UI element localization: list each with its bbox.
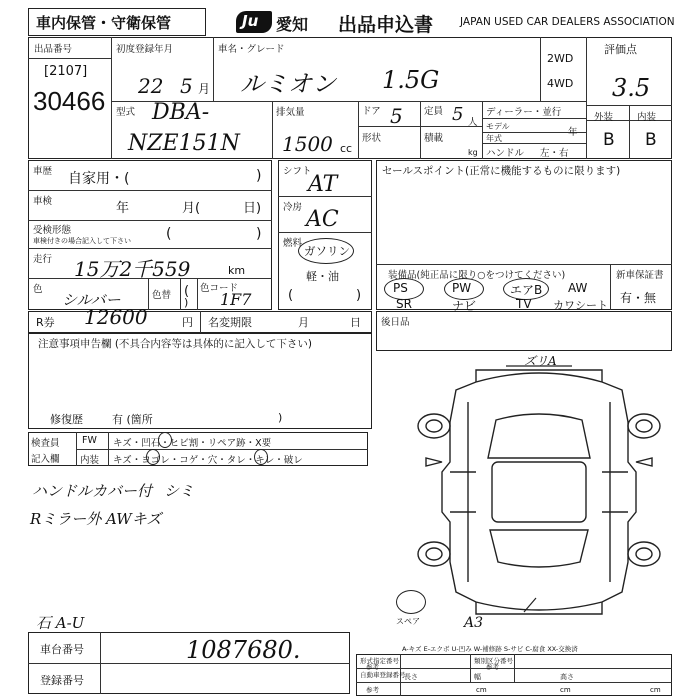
recycle-unit: 円 <box>182 316 193 329</box>
capacity-unit: 人 <box>468 117 478 128</box>
load-unit: kg <box>468 148 478 157</box>
interior-label: 内装 <box>637 112 657 123</box>
color-change-close: ) <box>184 296 189 309</box>
handle-label: ハンドル <box>486 148 525 159</box>
ac-value: AC <box>306 207 339 232</box>
inspection-label: 車検 <box>33 196 53 207</box>
spec-ref-3: 参考 <box>366 686 379 694</box>
rear-items-label: 後日品 <box>381 317 410 328</box>
reg-number-label: 登録番号 <box>40 674 84 687</box>
shape-label: 形状 <box>362 133 382 144</box>
spec-type-label: 類別区分番号 <box>474 657 513 665</box>
ac-label: 冷房 <box>283 202 303 213</box>
spec-cm-3: cm <box>650 686 661 694</box>
checker-fw-items: キズ・凹石・ヒビ割・リペア跡・X要 <box>113 438 272 449</box>
new-warranty-label: 新車保証書 <box>616 270 664 281</box>
spec-height: 高さ <box>560 673 574 681</box>
equip-tv: TV <box>516 297 532 311</box>
inspection-day: 日) <box>243 201 262 216</box>
load-label: 積載 <box>424 133 444 144</box>
equip-aw: AW <box>568 281 588 295</box>
handwritten-line-1: ハンドルカバー付 <box>32 482 153 500</box>
displacement-label: 排気量 <box>276 107 305 118</box>
interior-mark-circle-2 <box>254 449 268 465</box>
fuel-close: ) <box>356 288 362 303</box>
fuel-gasoline: ガソリン <box>304 244 350 258</box>
first-registration-month: 5 <box>180 74 193 98</box>
first-registration-label: 初度登録年月 <box>116 44 174 55</box>
reception-label: 受検形態 <box>33 225 72 236</box>
doors-value: 5 <box>390 104 403 128</box>
car-grade-value: 1.5G <box>382 66 440 94</box>
reception-open: ( <box>166 226 172 242</box>
sheet-title: 車内保管・守衛保管 <box>36 14 172 32</box>
org-name: 愛知 <box>276 15 309 34</box>
name-change-month: 月 <box>298 316 309 329</box>
name-change-day: 日 <box>350 316 361 329</box>
equip-ps: PS <box>393 281 408 295</box>
model-code: NZE151N <box>128 131 240 156</box>
notes-label: 注意事項申告欄 (不具合内容等は具体的に記入して下さい) <box>38 338 313 350</box>
doors-label: ドア <box>362 106 381 117</box>
displacement-unit: cc <box>340 142 353 155</box>
history-close: ) <box>256 168 262 184</box>
color-change-label: 色替 <box>152 290 172 301</box>
model-prefix: DBA- <box>152 100 210 125</box>
spec-reg-cert-label: 自動車登録番号 <box>360 671 406 679</box>
color-change-open: ( <box>184 284 190 299</box>
interior-grade: B <box>645 130 657 150</box>
car-damage-diagram <box>416 362 662 620</box>
dealer-year-unit: 年 <box>568 127 578 138</box>
shift-value: AT <box>308 172 338 197</box>
capacity-label: 定員 <box>424 106 444 117</box>
name-change-label: 名変期限 <box>208 316 252 329</box>
dealer-label: ディーラー・並行 <box>486 107 562 118</box>
lot-label: 出品番号 <box>34 44 73 55</box>
chassis-value: 1087680. <box>186 636 301 664</box>
diagram-note-bottom: A3 <box>464 615 484 631</box>
capacity-value: 5 <box>452 104 464 125</box>
spare-label: スペア <box>396 617 420 626</box>
mileage-unit: km <box>228 264 246 277</box>
reception-close: ) <box>256 226 262 242</box>
repair-value: 有 (箇所 <box>112 413 153 426</box>
lot-bracket: [2107] <box>44 64 88 79</box>
equip-navi: ナビ <box>452 299 477 313</box>
equip-pw: PW <box>452 281 472 295</box>
fuel-open: ( <box>288 288 294 303</box>
exterior-label: 外装 <box>594 112 614 123</box>
handwritten-bottom-note: 石 A-U <box>36 614 85 632</box>
first-registration-month-unit: 月 <box>198 82 211 96</box>
first-registration-year: 22 <box>138 74 164 98</box>
top-info-block <box>28 37 672 159</box>
ju-logo-text: Ju <box>242 12 259 30</box>
diagram-note-top: ズリA <box>524 354 557 368</box>
exterior-grade: B <box>603 130 615 150</box>
spec-width: 幅 <box>474 673 481 681</box>
checker-label-2: 記入欄 <box>31 454 60 465</box>
lot-number: 30466 <box>33 86 106 116</box>
recycle-label: R券 <box>36 316 55 329</box>
color-label: 色 <box>33 284 43 295</box>
history-label: 車歴 <box>33 166 53 177</box>
shift-label: シフト <box>283 166 312 177</box>
repair-close: ) <box>278 411 283 424</box>
spec-cm-1: cm <box>476 686 487 694</box>
checker-interior-items: キズ・ヨゴレ・コゲ・穴・タレ・キレ・破レ <box>113 455 303 466</box>
mileage-label: 走行 <box>33 254 53 265</box>
rating-label: 評価点 <box>604 43 637 56</box>
drive-4wd: 4WD <box>547 77 574 90</box>
fuel-diesel: 軽・油 <box>306 270 339 283</box>
checker-fw-label: FW <box>82 435 97 446</box>
repair-label: 修復歴 <box>50 413 83 426</box>
drive-2wd: 2WD <box>547 52 574 65</box>
color-value: シルバー <box>62 291 121 309</box>
damage-legend: A-キズ E-エクボ U-凹み W-補修跡 S-サビ C-腐食 XX-交換済 <box>402 645 578 653</box>
spec-cert-label: 形式指定番号 <box>360 657 399 665</box>
equip-airbag: エアB <box>510 283 543 297</box>
spare-tire-icon <box>396 590 426 614</box>
association-name: JAPAN USED CAR DEALERS ASSOCIATION <box>460 16 675 28</box>
color-code-label: 色コード <box>200 283 239 294</box>
document-title: 出品申込書 <box>338 14 434 36</box>
equip-sr: SR <box>396 297 412 311</box>
checker-label-1: 検査員 <box>31 438 60 449</box>
equipment-label: 装備品(純正品に限り○をつけてください) <box>388 270 566 281</box>
color-code-value: 1F7 <box>220 290 252 309</box>
displacement-value: 1500 <box>282 132 333 156</box>
spec-ref-1: 参考 <box>366 663 379 671</box>
model-label: 型式 <box>116 107 136 118</box>
fuel-label: 燃料 <box>283 238 303 249</box>
reception-note: 車検付きの場合記入して下さい <box>33 237 131 245</box>
rating-value: 3.5 <box>612 74 651 102</box>
spec-ref-2: 参考 <box>486 663 499 671</box>
interior-mark-circle <box>146 449 160 465</box>
spec-cm-2: cm <box>560 686 571 694</box>
inspection-year: 年 <box>116 201 130 216</box>
new-warranty-value: 有・無 <box>620 291 657 305</box>
dealer-model-label: モデル <box>486 122 510 131</box>
mileage-value: 15万2千559 <box>74 257 191 281</box>
dealer-year-label: 年式 <box>486 134 502 143</box>
handwritten-line-1b: シミ <box>164 482 195 500</box>
sales-points-label: セールスポイント(正常に機能するものに限ります) <box>382 165 621 177</box>
car-name-value: ルミオン <box>240 70 336 98</box>
equip-leather: カワシート <box>553 299 608 312</box>
spec-length: 長さ <box>404 673 418 681</box>
fw-mark-circle <box>158 432 172 448</box>
rear-items-block <box>376 311 672 351</box>
inspection-month: 月( <box>182 201 201 216</box>
history-value: 自家用・( <box>68 171 130 187</box>
checker-interior-label: 内装 <box>80 455 100 466</box>
car-name-label: 車名・グレード <box>218 44 285 55</box>
handwritten-line-2: Rミラー外 AWキズ <box>30 510 162 528</box>
chassis-label: 車台番号 <box>40 643 84 656</box>
handle-value: 左・右 <box>540 148 569 159</box>
recycle-value: 12600 <box>84 305 148 329</box>
